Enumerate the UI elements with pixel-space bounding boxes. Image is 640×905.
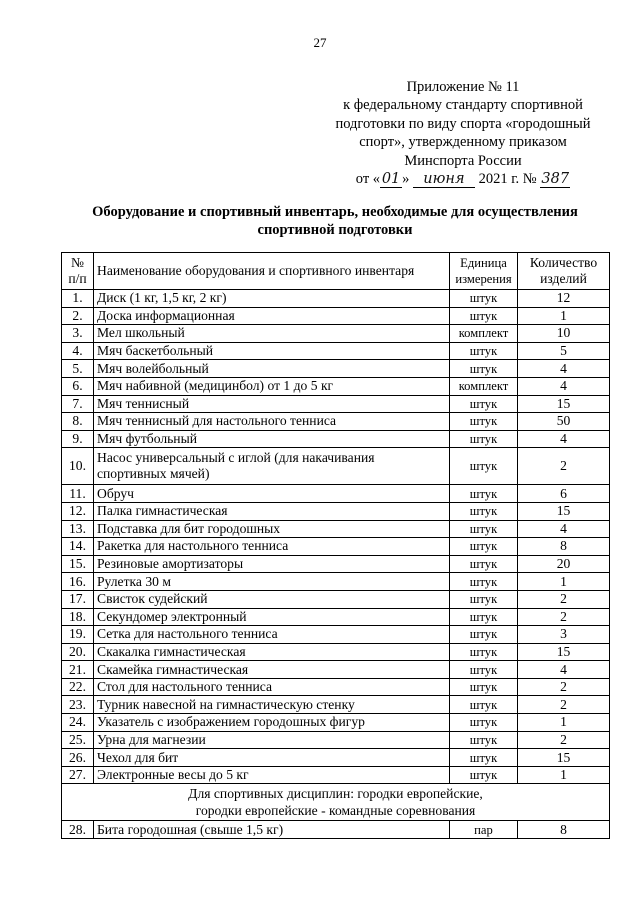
table-row: 14. Ракетка для настольного тенниса штук 8: [62, 538, 610, 556]
table-header-row: [62, 253, 610, 290]
table-row: 7. Мяч теннисный штук 15: [62, 395, 610, 413]
header-quantity: Количество изделий: [518, 253, 610, 290]
table-row: 27. Электронные весы до 5 кг штук 1: [62, 766, 610, 784]
header-number: № п/п: [62, 253, 94, 290]
appendix-line: подготовки по виду спорта «городошный: [335, 115, 591, 132]
table-row: 20. Скакалка гимнастическая штук 15: [62, 643, 610, 661]
order-date-close-quote: »: [402, 171, 410, 188]
document-title: [40, 203, 630, 239]
table-row: 21. Скамейка гимнастическая штук 4: [62, 661, 610, 679]
table-row: 16. Рулетка 30 м штук 1: [62, 573, 610, 591]
document-title-line: Оборудование и спортивный инвентарь, необходимые для осуществления: [92, 204, 578, 220]
table-row: 25. Урна для магнезии штук 2: [62, 731, 610, 749]
table-row: 15. Резиновые амортизаторы штук 20: [62, 555, 610, 573]
order-year: 2021 г. №: [478, 171, 537, 188]
table-row: 19. Сетка для настольного тенниса штук 3: [62, 626, 610, 644]
table-row: 6. Мяч набивной (медицинбол) от 1 до 5 кг комплект 4: [62, 377, 610, 395]
order-number-handwritten: 387: [541, 171, 570, 188]
appendix-line: Минспорта России: [404, 152, 522, 169]
appendix-line: спорт», утвержденному приказом: [359, 134, 567, 151]
document-title-line: спортивной подготовки: [257, 222, 413, 238]
table-row: 4. Мяч баскетбольный штук 5: [62, 342, 610, 360]
table-row: 17. Свисток судейский штук 2: [62, 590, 610, 608]
table-row: 24. Указатель с изображением городошных фигур штук 1: [62, 714, 610, 732]
table-row: 23. Турник навесной на гимнастическую стенку штук 2: [62, 696, 610, 714]
appendix-line: к федеральному стандарту спортивной: [343, 97, 583, 114]
table-row: 8. Мяч теннисный для настольного тенниса штук 50: [62, 413, 610, 431]
section-heading-row: [62, 784, 610, 821]
equipment-table: [61, 252, 610, 839]
table-row: 26. Чехол для бит штук 15: [62, 749, 610, 767]
table-row: 5. Мяч волейбольный штук 4: [62, 360, 610, 378]
page-number: 27: [313, 35, 327, 50]
table-row: 18. Секундомер электронный штук 2: [62, 608, 610, 626]
appendix-line: Приложение № 11: [406, 79, 520, 95]
header-name: Наименование оборудования и спортивного инвентаря: [94, 253, 450, 290]
table-row: 22. Стол для настольного тенниса штук 2: [62, 678, 610, 696]
section-heading: Для спортивных дисциплин: городки европейские, городки европейские - командные соревнования: [62, 784, 610, 821]
table-row: 28. Бита городошная (свыше 1,5 кг) пар 8: [62, 821, 610, 839]
table-row: 13. Подставка для бит городошных штук 4: [62, 520, 610, 538]
order-date-line: [318, 170, 608, 188]
table-row: 2. Доска информационная штук 1: [62, 307, 610, 325]
order-date-prefix: от «: [355, 171, 381, 188]
table-row: 1. Диск (1 кг, 1,5 кг, 2 кг) штук 12: [62, 290, 610, 308]
table-row: 10. Насос универсальный с иглой (для накачивания спортивных мячей) штук 2: [62, 448, 610, 485]
header-unit: Единица измерения: [450, 253, 518, 290]
table-row: 12. Палка гимнастическая штук 15: [62, 502, 610, 520]
table-row: 9. Мяч футбольный штук 4: [62, 430, 610, 448]
table-row: 3. Мел школьный комплект 10: [62, 325, 610, 343]
table-row: 11. Обруч штук 6: [62, 485, 610, 503]
appendix-block: [318, 78, 608, 188]
order-day-handwritten: 01: [381, 171, 401, 188]
order-month-handwritten: июня: [413, 172, 475, 188]
